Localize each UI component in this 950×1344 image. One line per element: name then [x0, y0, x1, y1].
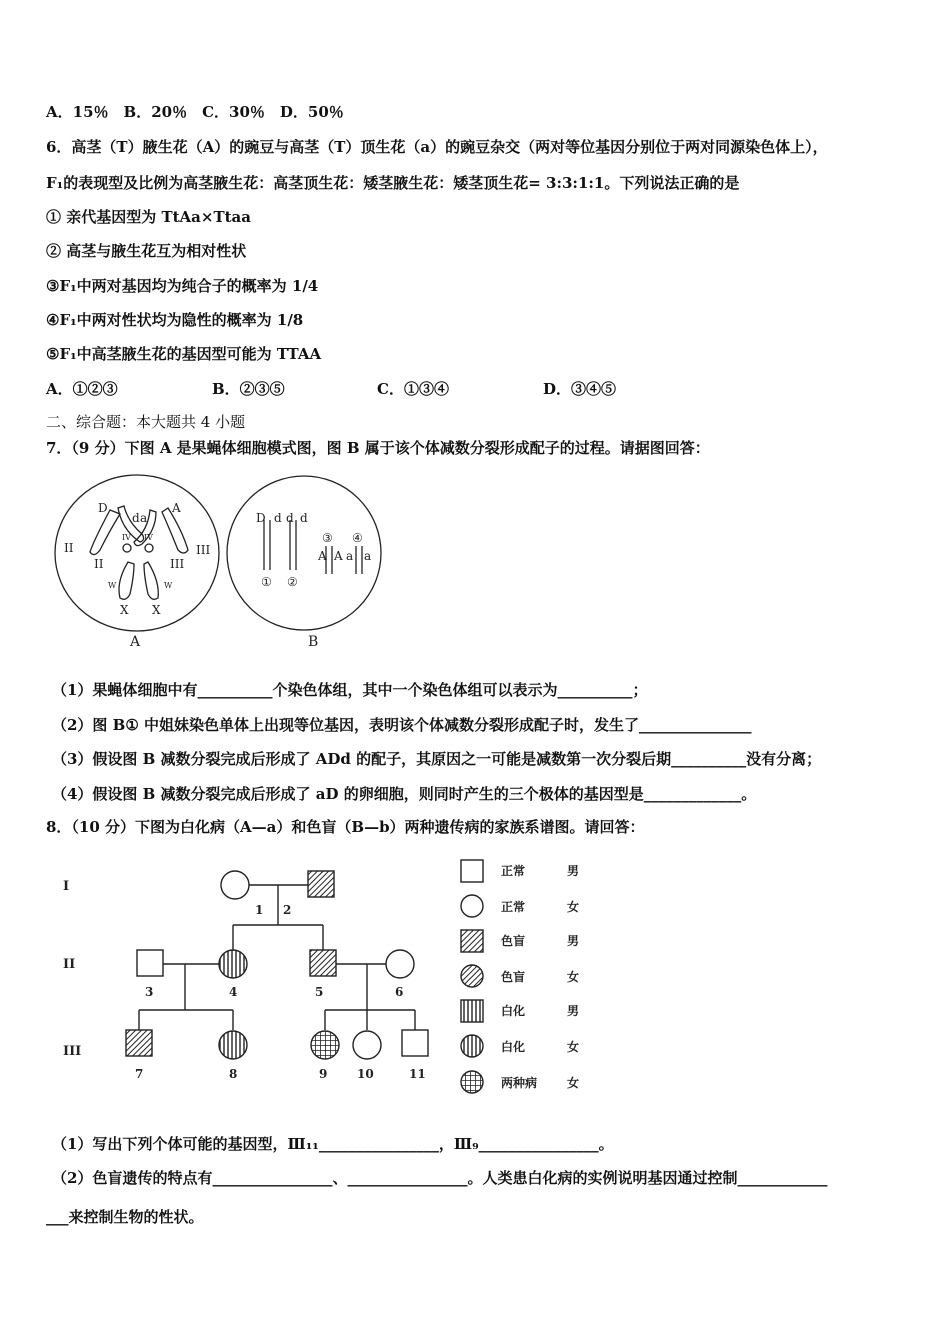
fig-a-caption: A	[130, 634, 141, 650]
legend-label: 正常	[501, 864, 526, 878]
fig-a-label: a	[140, 511, 148, 525]
legend-sex: 男	[567, 864, 580, 878]
q7-sub4: （4）假设图 B 减数分裂完成后形成了 aD 的卵细胞，则同时产生的三个极体的基因型是_____________。	[52, 785, 757, 803]
legend-sex: 女	[567, 1076, 580, 1090]
q6-option-d: D．③④⑤	[543, 380, 617, 398]
individual-id: 10	[357, 1067, 374, 1081]
individual-id: 6	[395, 985, 404, 999]
fig-b-label: A	[318, 549, 327, 563]
fig-a-label: III	[170, 557, 185, 571]
legend-label: 两种病	[501, 1076, 538, 1090]
fig-a-label: IV	[144, 533, 153, 542]
cell-b-outline	[227, 476, 381, 630]
q7-figure	[50, 470, 390, 655]
q6-option-b: B．②③⑤	[212, 380, 285, 398]
q6-line2: F₁的表现型及比例为高茎腋生花：高茎顶生花：矮茎腋生花：矮茎顶生花= 3:3:1:1。下列说法正确的是	[46, 174, 740, 192]
legend-sex: 女	[567, 900, 580, 914]
legend-sex: 女	[567, 1040, 580, 1054]
individual-id: 4	[229, 985, 238, 999]
individual-id: 7	[135, 1067, 144, 1081]
q7-sub2: （2）图 B① 中姐妹染色单体上出现等位基因，表明该个体减数分裂形成配子时，发生了_______________	[52, 716, 752, 734]
fig-a-label: X	[152, 603, 161, 617]
fig-a-label: A	[172, 501, 181, 515]
fig-b-label: ①	[261, 575, 272, 589]
fig-b-label: a	[364, 549, 372, 563]
legend-symbol	[461, 1035, 483, 1057]
section-heading: 二、综合题：本大题共 4 小题	[46, 413, 246, 431]
individual-id: 1	[255, 903, 264, 917]
pedigree-individual	[137, 950, 163, 976]
individual-id: 9	[319, 1067, 328, 1081]
q6-item-3: ③F₁中两对基因均为纯合子的概率为 1/4	[46, 277, 319, 295]
q8-sub2-continued: ___来控制生物的性状。	[46, 1208, 204, 1226]
pedigree-individual	[219, 1031, 247, 1059]
generation-label: I	[63, 879, 70, 894]
legend-sex: 男	[567, 934, 580, 948]
q6-option-c: C．①③④	[377, 380, 449, 398]
fig-a-label: III	[196, 543, 211, 557]
legend-label: 色盲	[501, 934, 526, 948]
q8-sub1: （1）写出下列个体可能的基因型，Ⅲ₁₁________________，Ⅲ₉________________。	[52, 1135, 614, 1153]
fig-a-label: II	[64, 541, 74, 555]
q6-stem: 6．高茎（T）腋生花（A）的豌豆与高茎（T）顶生花（a）的豌豆杂交（两对等位基因分别位于两对同源染色体上），	[46, 138, 828, 156]
legend-sex: 女	[567, 970, 580, 984]
fig-b-label: ④	[352, 531, 363, 545]
legend-label: 色盲	[501, 970, 526, 984]
chromosome-x-right	[144, 562, 158, 599]
q7-sub1: （1）果蝇体细胞中有__________个染色体组，其中一个染色体组可以表示为__________；	[52, 681, 648, 699]
individual-id: 11	[409, 1067, 426, 1081]
fig-b-label: a	[346, 549, 354, 563]
fig-b-label: A	[334, 549, 343, 563]
individual-id: 3	[145, 985, 154, 999]
legend-symbol	[461, 930, 483, 952]
legend-label: 正常	[501, 900, 526, 914]
fig-a-label: II	[94, 557, 104, 571]
pedigree-individual	[386, 950, 414, 978]
chromosome-ii-left	[90, 510, 120, 555]
generation-label: II	[63, 957, 76, 972]
fig-b-label: ③	[322, 531, 333, 545]
cell-a-outline	[55, 475, 219, 631]
fig-b-label: d	[274, 511, 282, 525]
chromosome-iv-right	[145, 544, 153, 552]
legend-symbol	[461, 1071, 483, 1093]
fig-b-label: ②	[287, 575, 298, 589]
fig-a-label: d	[132, 511, 140, 525]
q7-stem: 7．（9 分）下图 A 是果蝇体细胞模式图，图 B 属于该个体减数分裂形成配子的过程。请据图回答：	[46, 439, 710, 457]
legend-label: 白化	[501, 1040, 526, 1054]
q7-sub3: （3）假设图 B 减数分裂完成后形成了 ADd 的配子，其原因之一可能是减数第一次分裂后期__________没有分离；	[52, 750, 822, 768]
fig-b-label: D	[256, 511, 266, 525]
pedigree-individual	[219, 950, 247, 978]
legend-symbol	[461, 1000, 483, 1022]
fig-a-label: W	[164, 581, 173, 590]
chromosome-iv-left	[123, 544, 131, 552]
fig-a-label: IV	[122, 533, 131, 542]
individual-id: 2	[283, 903, 292, 917]
fig-b-label: d	[300, 511, 308, 525]
q6-item-1: ① 亲代基因型为 TtAa×Ttaa	[46, 208, 251, 226]
pedigree-individual	[221, 871, 249, 899]
individual-id: 8	[229, 1067, 238, 1081]
fig-a-label: W	[108, 581, 117, 590]
legend-label: 白化	[501, 1004, 526, 1018]
fig-b-label: d	[286, 511, 294, 525]
fig-a-label: X	[120, 603, 129, 617]
generation-label: III	[63, 1044, 82, 1059]
legend-symbol	[461, 895, 483, 917]
legend-symbol	[461, 965, 483, 987]
legend-symbol	[461, 860, 483, 882]
pedigree-individual	[310, 950, 336, 976]
q5-options: A．15％ B．20％ C．30％ D．50％	[46, 103, 344, 121]
chromosome-x-left	[119, 562, 134, 599]
pedigree-individual	[402, 1030, 428, 1056]
legend-sex: 男	[567, 1004, 580, 1018]
pedigree-chart	[55, 850, 615, 1105]
q6-item-4: ④F₁中两对性状均为隐性的概率为 1/8	[46, 311, 304, 329]
pedigree-individual	[311, 1031, 339, 1059]
fig-a-label: D	[98, 501, 108, 515]
q6-item-2: ② 高茎与腋生花互为相对性状	[46, 242, 247, 260]
pedigree-individual	[308, 871, 334, 897]
q6-item-5: ⑤F₁中高茎腋生花的基因型可能为 TTAA	[46, 345, 322, 363]
pedigree-individual	[353, 1031, 381, 1059]
q8-stem: 8．（10 分）下图为白化病（A—a）和色盲（B—b）两种遗传病的家族系谱图。请回答：	[46, 818, 645, 836]
pedigree-individual	[126, 1030, 152, 1056]
individual-id: 5	[315, 985, 324, 999]
q8-sub2: （2）色盲遗传的特点有________________、________________。人类患白化病的实例说明基因通过控制____________	[52, 1169, 828, 1187]
fig-b-caption: B	[308, 634, 319, 650]
q6-option-a: A．①②③	[46, 380, 118, 398]
